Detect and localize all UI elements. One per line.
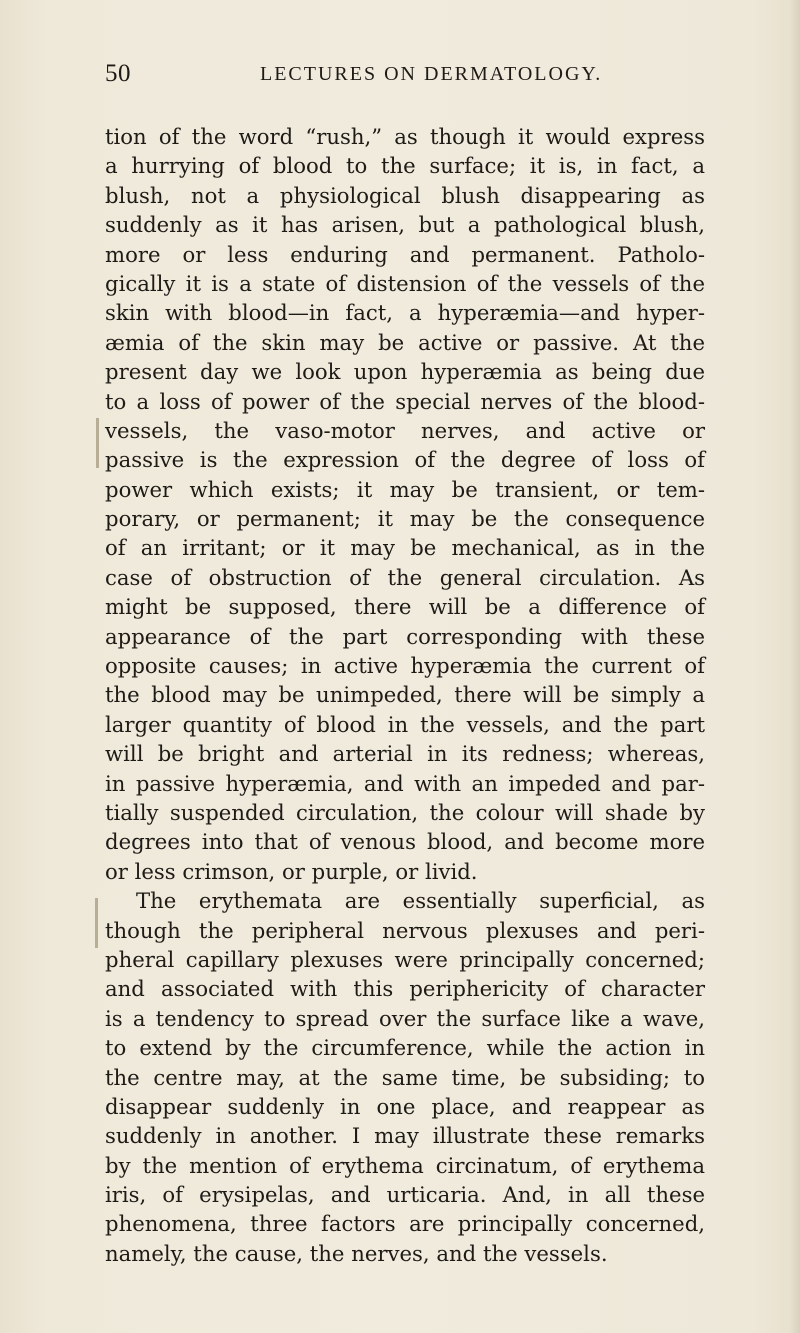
text-line: the blood may be unimpeded, there will be simply a [105, 682, 705, 708]
text-line: disappear suddenly in one place, and reappear as [105, 1093, 705, 1119]
body-text [105, 122, 705, 1268]
text-line: more or less enduring and permanent. Patholo- [105, 241, 705, 267]
running-head-title: LECTURES ON DERMATOLOGY. [260, 63, 603, 85]
text-line: passive is the expression of the degree of loss of [105, 447, 705, 473]
text-line: opposite causes; in active hyperæmia the current of [105, 653, 705, 679]
paragraph-end-line: or less crimson, or purple, or livid. [105, 858, 478, 884]
text-line: degrees into that of venous blood, and become more [105, 829, 705, 855]
text-line: tion of the word “rush,” as though it would express [105, 124, 705, 149]
text-line: might be supposed, there will be a difference of [105, 594, 705, 620]
margin-mark [96, 418, 99, 468]
text-line: and associated with this periphericity of character [105, 976, 705, 1002]
margin-mark [95, 898, 98, 948]
running-head [105, 60, 705, 90]
text-line: of an irritant; or it may be mechanical, as in the [105, 535, 705, 561]
text-line: skin with blood—in fact, a hyperæmia—and hyper- [105, 300, 705, 326]
text-line: appearance of the part corresponding with these [105, 623, 705, 649]
text-line: blush, not a physiological blush disappearing as [105, 182, 705, 208]
text-line: to extend by the circumference, while the action in [105, 1035, 705, 1061]
text-line: in passive hyperæmia, and with an impeded and par- [105, 770, 705, 796]
text-line: gically it is a state of distension of the vessels of the [105, 270, 705, 296]
text-line: suddenly in another. I may illustrate these remarks [105, 1123, 705, 1149]
text-line: suddenly as it has arisen, but a pathological blush, [105, 212, 705, 238]
text-line: power which exists; it may be transient, or tem- [105, 476, 705, 502]
text-line: to a loss of power of the special nerves of the blood- [105, 388, 705, 414]
text-line: though the peripheral nervous plexuses and peri- [105, 917, 705, 943]
text-line: by the mention of erythema circinatum, of erythema [105, 1152, 705, 1178]
text-line: will be bright and arterial in its redness; whereas, [105, 741, 705, 767]
page-edge-shadow [790, 0, 800, 1333]
text-line: pheral capillary plexuses were principally concerned; [105, 946, 705, 972]
text-line: the centre may, at the same time, be subsiding; to [105, 1064, 705, 1090]
text-line: a hurrying of blood to the surface; it is, in fact, a [105, 153, 705, 179]
text-line: vessels, the vaso-motor nerves, and active or [105, 417, 705, 443]
text-line: present day we look upon hyperæmia as being due [105, 359, 705, 385]
paragraph-start-line: The erythemata are essentially superficial, as [136, 888, 705, 914]
text-line: tially suspended circulation, the colour will shade by [105, 799, 705, 825]
text-line: phenomena, three factors are principally concerned, [105, 1211, 705, 1237]
text-line: case of obstruction of the general circulation. As [105, 564, 705, 590]
text-line: iris, of erysipelas, and urticaria. And, in all these [105, 1182, 705, 1208]
text-line: is a tendency to spread over the surface like a wave, [105, 1005, 705, 1031]
page-number: 50 [105, 60, 131, 87]
text-line: æmia of the skin may be active or passive. At the [105, 329, 705, 355]
text-line: larger quantity of blood in the vessels, and the part [105, 711, 705, 737]
paragraph-end-line: namely, the cause, the nerves, and the vessels. [105, 1240, 608, 1266]
text-line: porary, or permanent; it may be the consequence [105, 506, 705, 532]
